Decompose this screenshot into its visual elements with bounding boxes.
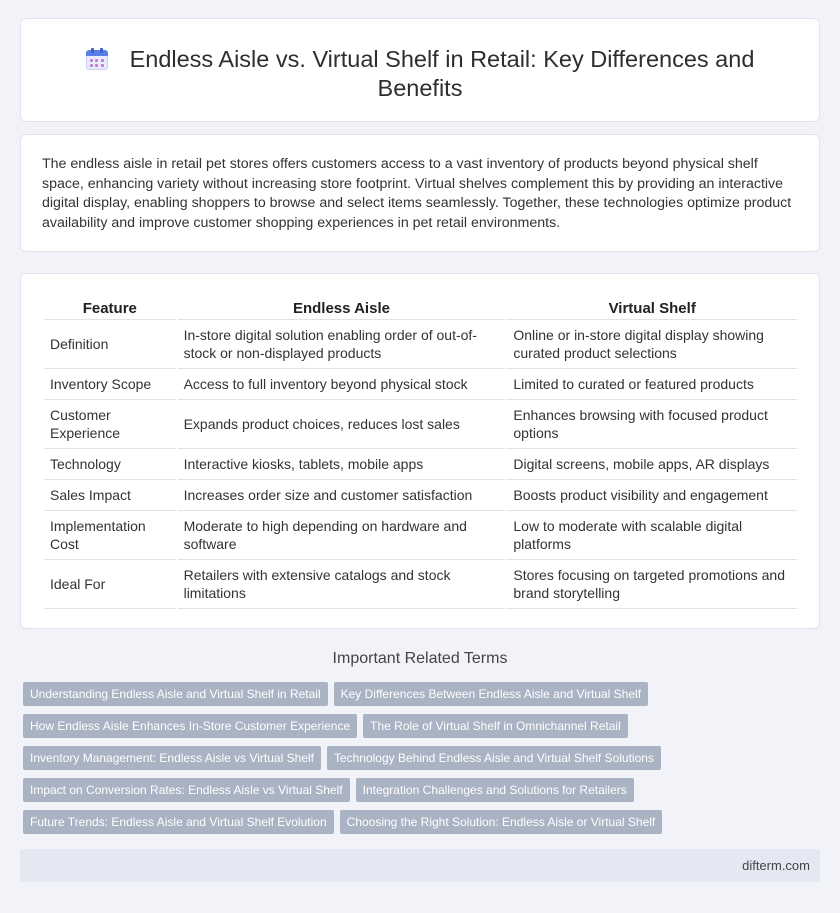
endless-aisle-cell: Moderate to high depending on hardware and software — [178, 510, 506, 559]
related-term-tag[interactable]: Future Trends: Endless Aisle and Virtual Shelf Evolution — [23, 810, 334, 834]
feature-cell: Customer Experience — [44, 399, 176, 448]
feature-cell: Inventory Scope — [44, 368, 176, 399]
feature-cell: Technology — [44, 448, 176, 479]
endless-aisle-cell: Interactive kiosks, tablets, mobile apps — [178, 448, 506, 479]
related-term-tag[interactable]: Technology Behind Endless Aisle and Virtual Shelf Solutions — [327, 746, 661, 770]
feature-cell: Implementation Cost — [44, 510, 176, 559]
calendar-icon — [86, 48, 108, 70]
virtual-shelf-cell: Digital screens, mobile apps, AR displays — [507, 448, 797, 479]
header-endless-aisle: Endless Aisle — [292, 299, 390, 317]
endless-aisle-cell: In-store digital solution enabling order of out-of-stock or non-displayed products — [178, 319, 506, 368]
virtual-shelf-cell: Enhances browsing with focused product options — [507, 399, 797, 448]
footer-bar — [20, 849, 820, 882]
table-row — [44, 448, 797, 479]
related-term-tag[interactable]: Understanding Endless Aisle and Virtual Shelf in Retail — [23, 682, 328, 706]
page-title-wrap — [21, 45, 819, 103]
table-header-row — [44, 297, 797, 319]
endless-aisle-cell: Increases order size and customer satisfaction — [178, 479, 506, 510]
table-row — [44, 319, 797, 368]
header-feature: Feature — [82, 299, 137, 317]
related-term-tag[interactable]: Key Differences Between Endless Aisle and Virtual Shelf — [334, 682, 648, 706]
virtual-shelf-cell: Online or in-store digital display showing curated product selections — [507, 319, 797, 368]
endless-aisle-cell: Access to full inventory beyond physical stock — [178, 368, 506, 399]
table-row — [44, 479, 797, 510]
virtual-shelf-cell: Stores focusing on targeted promotions and brand storytelling — [507, 559, 797, 609]
table-row — [44, 559, 797, 609]
related-term-tag[interactable]: Integration Challenges and Solutions for Retailers — [356, 778, 634, 802]
footer-site-link[interactable]: difterm.com — [742, 858, 810, 873]
related-term-tag[interactable]: The Role of Virtual Shelf in Omnichannel Retail — [363, 714, 628, 738]
table-row — [44, 510, 797, 559]
virtual-shelf-cell: Low to moderate with scalable digital platforms — [507, 510, 797, 559]
related-term-tag[interactable]: Impact on Conversion Rates: Endless Aisle vs Virtual Shelf — [23, 778, 350, 802]
table-row — [44, 399, 797, 448]
related-terms-title: Important Related Terms — [332, 650, 508, 667]
virtual-shelf-cell: Boosts product visibility and engagement — [507, 479, 797, 510]
related-term-tag[interactable]: How Endless Aisle Enhances In-Store Customer Experience — [23, 714, 357, 738]
related-term-tag[interactable]: Inventory Management: Endless Aisle vs Virtual Shelf — [23, 746, 321, 770]
header-virtual-shelf: Virtual Shelf — [608, 299, 696, 317]
comparison-card — [20, 273, 820, 629]
table-row — [44, 368, 797, 399]
feature-cell: Sales Impact — [44, 479, 176, 510]
intro-card — [20, 134, 820, 252]
feature-cell: Ideal For — [44, 559, 176, 609]
title-card — [20, 18, 820, 122]
virtual-shelf-cell: Limited to curated or featured products — [507, 368, 797, 399]
feature-cell: Definition — [44, 319, 176, 368]
intro-paragraph: The endless aisle in retail pet stores offers customers access to a vast inventory of products beyond physical shelf space, enhancing variety without increasing store footprint. Virtual shelves complement this by providing an interactive digital display, enabling shoppers to browse and select items seamlessly. Together, these technologies optimize product availability and improve customer shopping experiences in pet retail environments. — [42, 156, 792, 231]
page-title: Endless Aisle vs. Virtual Shelf in Retail: Key Differences and Benefits — [129, 46, 755, 101]
endless-aisle-cell: Expands product choices, reduces lost sales — [178, 399, 506, 448]
comparison-table — [42, 297, 799, 609]
related-term-tag[interactable]: Choosing the Right Solution: Endless Aisle or Virtual Shelf — [340, 810, 663, 834]
related-terms-list — [23, 682, 823, 842]
endless-aisle-cell: Retailers with extensive catalogs and stock limitations — [178, 559, 506, 609]
